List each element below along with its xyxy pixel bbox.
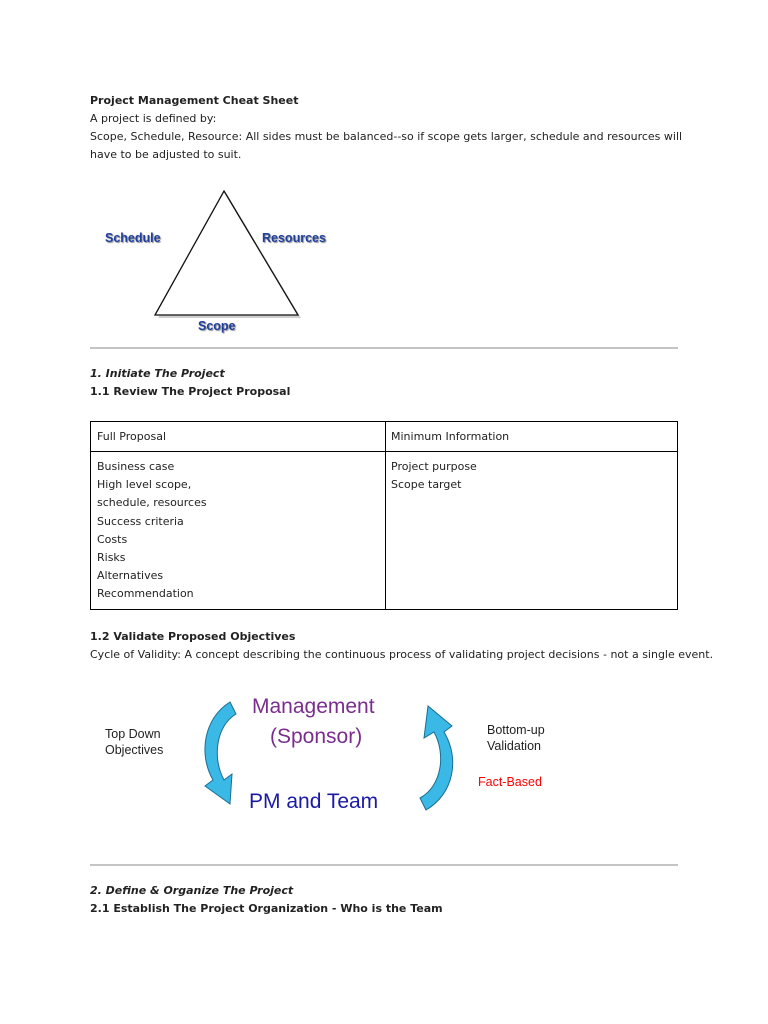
list-item: Success criteria xyxy=(97,514,184,528)
list-item: Business case xyxy=(97,460,175,473)
objectives-label: Objectives xyxy=(105,743,164,757)
intro-line: A project is defined by: xyxy=(90,112,217,125)
management-label: Management xyxy=(252,695,375,718)
right-cycle-arrow-icon xyxy=(408,700,468,818)
list-item: Project purpose xyxy=(391,460,477,473)
description-line-1: Scope, Schedule, Resource: All sides must be balanced--so if scope gets larger, schedule and resources will xyxy=(90,130,683,143)
sponsor-label: (Sponsor) xyxy=(270,725,363,748)
scope-triangle-diagram xyxy=(145,185,305,320)
cycle-of-validity-description: Cycle of Validity: A concept describing the continuous process of validating project decisions - not a single event. xyxy=(90,648,714,661)
table-cell-minimum-information xyxy=(385,452,677,500)
list-item: High level scope, xyxy=(97,478,192,492)
section-2-heading: 2. Define & Organize The Project xyxy=(90,884,294,897)
triangle-shape xyxy=(155,191,298,315)
description-line-2: have to be adjusted to suit. xyxy=(90,148,242,161)
resources-label: Resources xyxy=(262,231,326,245)
list-item: Risks xyxy=(97,551,126,565)
section-divider xyxy=(90,347,678,349)
schedule-label: Schedule xyxy=(105,231,161,245)
table-header-minimum-information: Minimum Information xyxy=(391,430,510,443)
list-item: Costs xyxy=(97,532,128,546)
section-2-1-heading: 2.1 Establish The Project Organization - Who is the Team xyxy=(90,902,443,915)
bottom-up-label: Bottom-up xyxy=(487,723,545,737)
proposal-table xyxy=(90,421,678,610)
list-item: Scope target xyxy=(391,478,462,492)
section-1-heading: 1. Initiate The Project xyxy=(90,367,225,380)
table-header-full-proposal: Full Proposal xyxy=(97,430,166,443)
section-1-2-heading: 1.2 Validate Proposed Objectives xyxy=(90,630,296,643)
validation-label: Validation xyxy=(487,739,541,753)
section-divider xyxy=(90,864,678,866)
list-item: Alternatives xyxy=(97,569,164,583)
list-item: schedule, resources xyxy=(97,496,207,510)
section-1-1-heading: 1.1 Review The Project Proposal xyxy=(90,385,291,398)
page-title: Project Management Cheat Sheet xyxy=(90,94,299,107)
scope-label: Scope xyxy=(198,319,236,333)
table-cell-full-proposal xyxy=(91,452,385,610)
pm-and-team-label: PM and Team xyxy=(249,790,379,813)
left-cycle-arrow-icon xyxy=(196,696,256,814)
list-item: Recommendation xyxy=(97,587,194,601)
top-down-label: Top Down xyxy=(105,727,161,741)
fact-based-label: Fact-Based xyxy=(478,775,542,789)
